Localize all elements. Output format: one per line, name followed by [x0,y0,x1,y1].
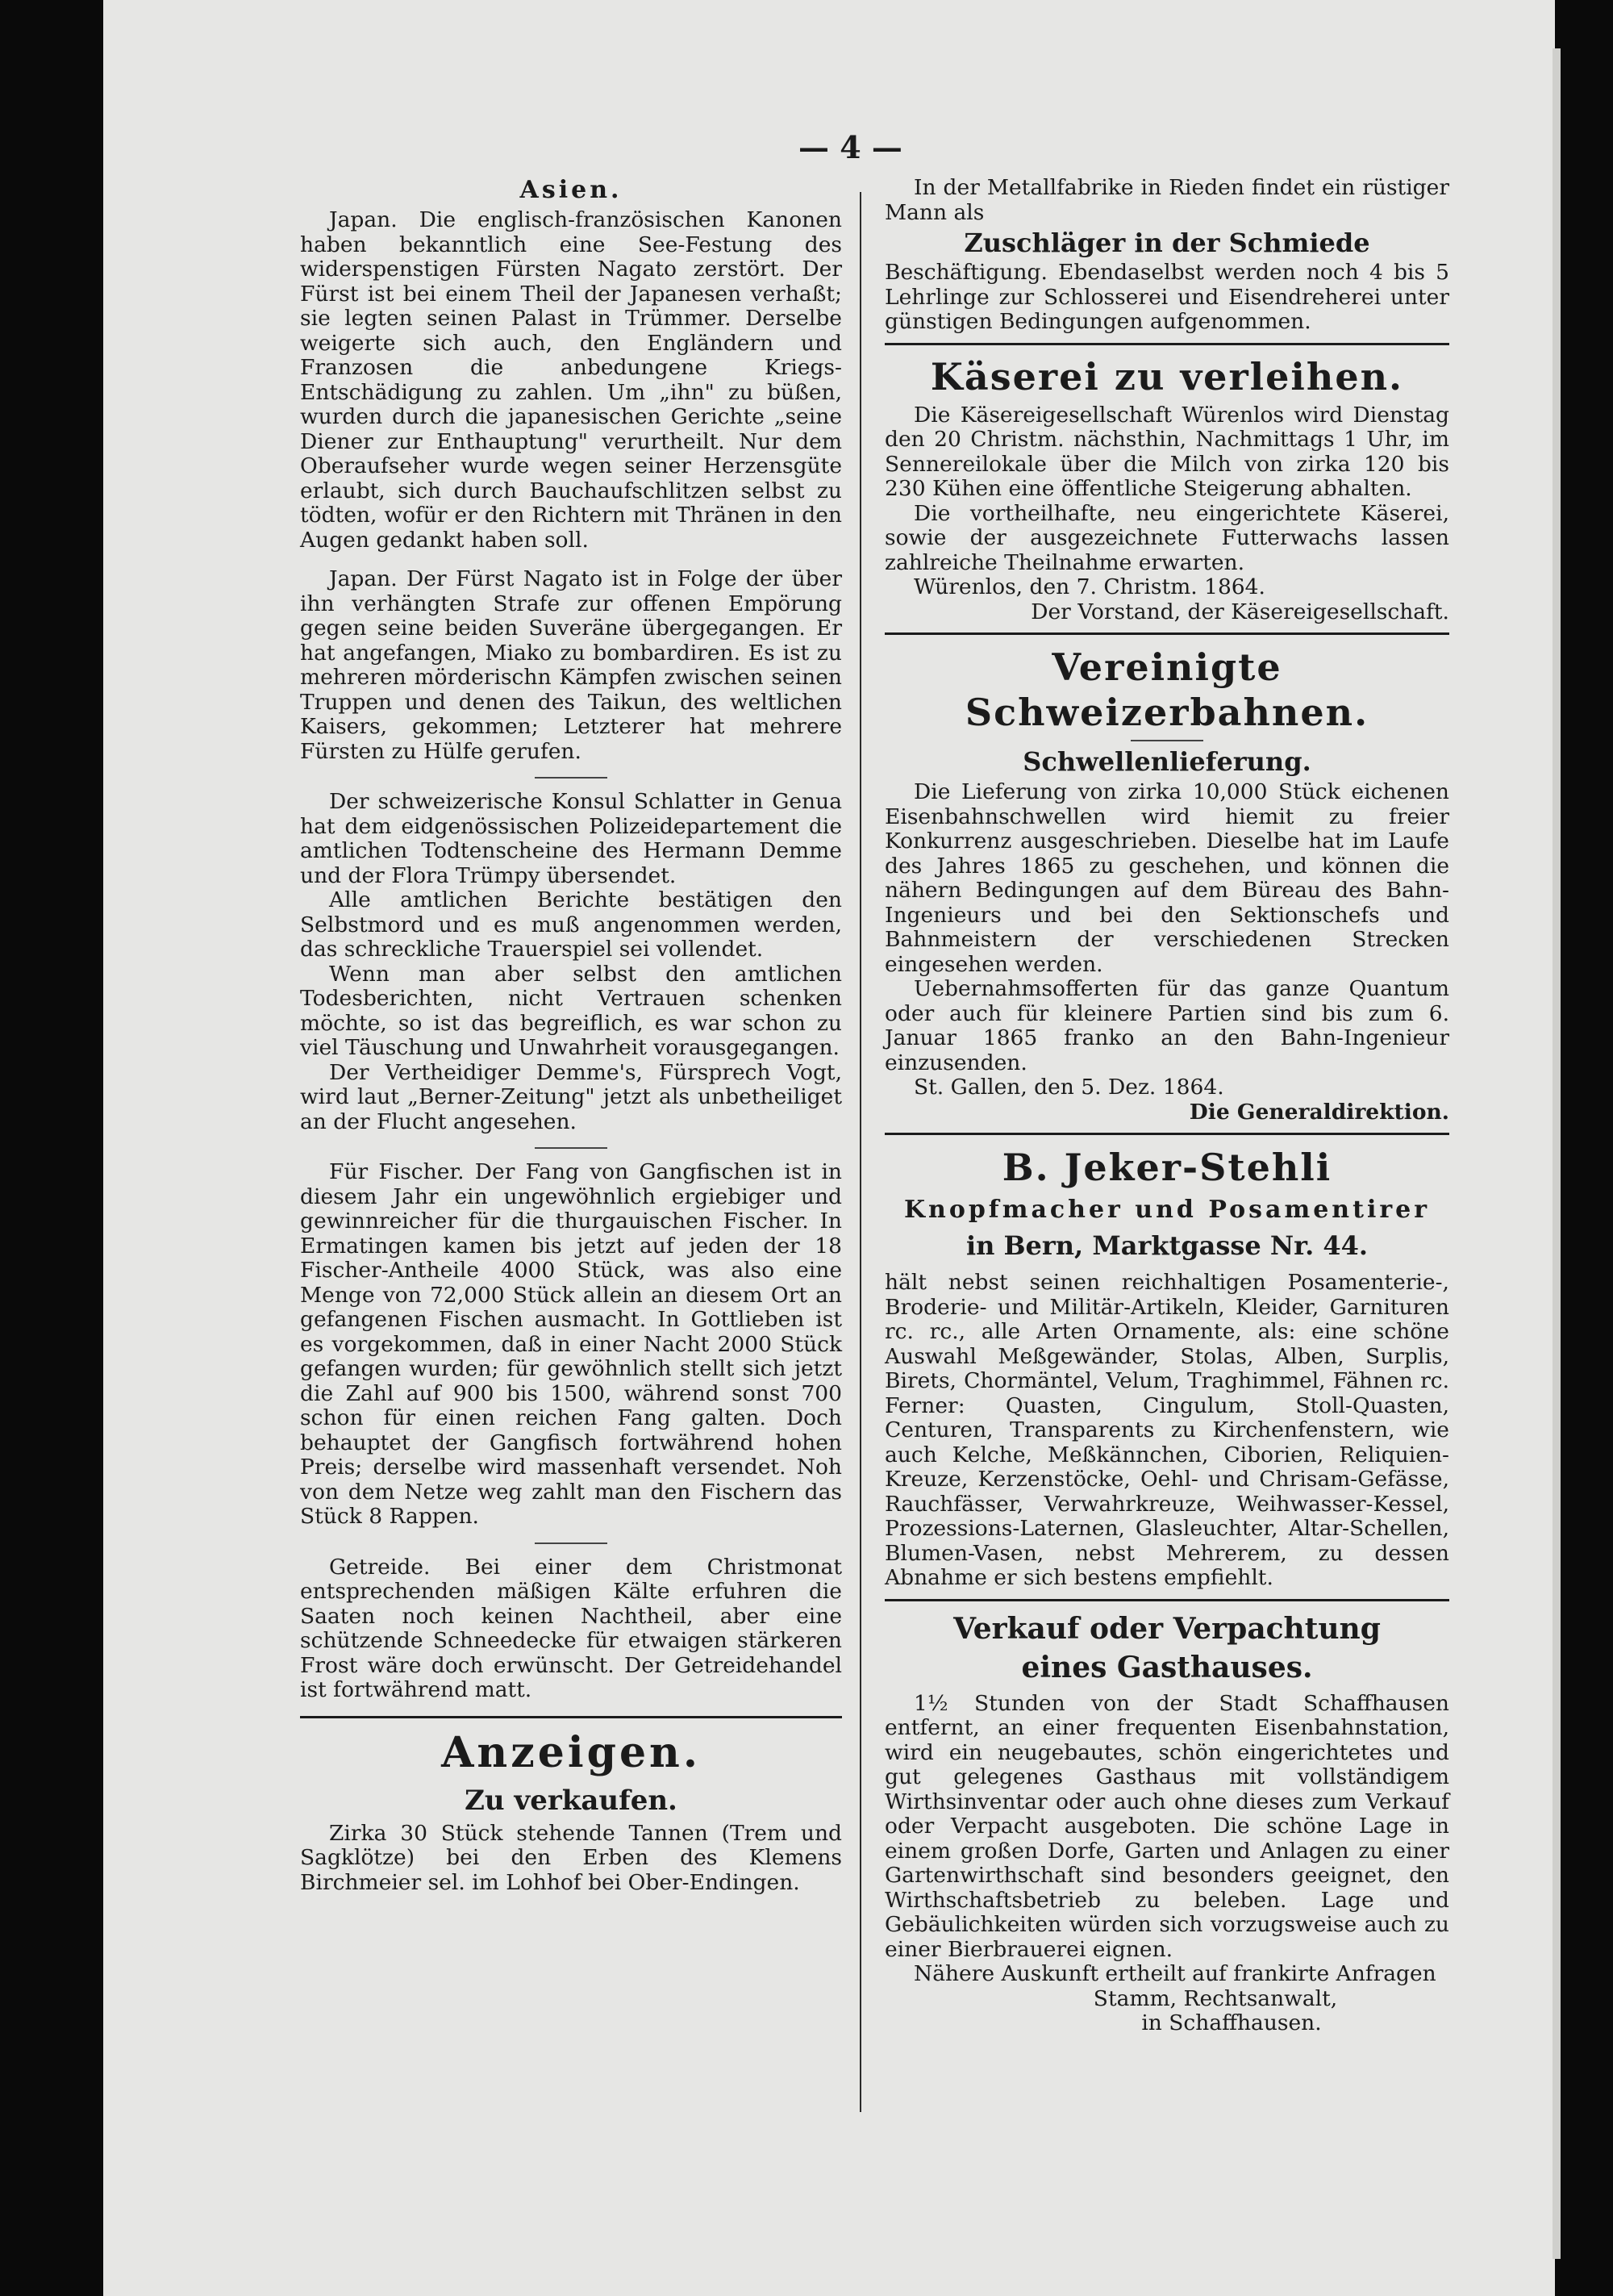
column-divider [860,192,861,2112]
article-demme-1: Der schweizerische Konsul Schlatter in Genua hat dem eidgenössischen Polizeidepartement die amtlichen Todtenscheine des Hermann Demme und der Flora Trümpy übersendet. [300,789,842,888]
ad-kaeserei-title: Käserei zu verleihen. [930,354,1404,399]
separator-rule [885,1599,1449,1601]
ad-jeker-text: hält nebst seinen reichhaltigen Posamenterie-, Broderie- und Militär-Artikeln, Kleider, Garnituren rc. rc., alle Arten Ornamente, als: eine schöne Auswahl Meßgewänder, Stolas, Alben, Surplis, Birets, Chormäntel, Velum, Traghimmel, Fähnen rc. Ferner: Quasten, Cingulum, Stoll-Quasten, Centuren, Transparents zu Kirchenfenstern, wie auch Kelche, Meßkännchen, Ciborien, Reliquien-Kreuze, Kerzenstöcke, Oehl- und Chrisam-Gefässe, Rauchfässer, Verwahrkreuze, Weihwasser-Kessel, Prozessions-Laternen, Glasleuchter, Altar-Schellen, Blumen-Vasen, nebst Mehrerem, zu dessen Abnahme er sich bestens empfiehlt. [885,1270,1449,1590]
ad-kaeserei-date: Würenlos, den 7. Christm. 1864. [914,574,1265,599]
ad-bahn-signature: Die Generaldirektion. [1189,1099,1449,1125]
ad-gasthaus-title-2: eines Gasthauses. [1021,1650,1313,1684]
ad-gasthaus-signature-1: Stamm, Rechtsanwalt, [1093,1985,1338,2011]
ad-gasthaus-title-1: Verkauf oder Verpachtung [953,1611,1381,1646]
separator-rule [885,632,1449,635]
separator-rule [885,343,1449,345]
article-demme-3: Wenn man aber selbst den amtlichen Todesberichten, nicht Vertrauen schenken möchte, so ist das begreiflich, es war schon zu viel Täuschung und Unwahrheit vorausgegangen. [300,961,842,1060]
ad-metall-intro: In der Metallfabrike in Rieden findet ein rüstiger Mann als [885,175,1449,225]
page-edge [1553,48,1561,2259]
separator-rule [300,1716,842,1718]
ad-metall-text: Beschäftigung. Ebendaselbst werden noch 4 bis 5 Lehrlinge zur Schlosserei und Eisendreherei unter günstigen Bedingungen aufgenommen. [885,260,1449,334]
ad-gasthaus-signature-2: in Schaffhausen. [1141,2010,1322,2035]
page-header [0,129,1613,165]
separator [535,1542,607,1544]
ad-kaeserei-signature: Der Vorstand, der Käsereigesellschaft. [1031,599,1449,624]
right-column [885,176,1449,2036]
article-getreide: Getreide. Bei einer dem Christmonat entsprechenden mäßigen Kälte erfuhren die Saaten noch keinen Nachtheil, aber eine schützende Schneedecke für etwaigen stärkeren Frost wäre doch erwünscht. Der Getreidehandel ist fortwährend matt. [300,1554,842,1702]
ad-kaeserei-text-1: Die Käsereigesellschaft Würenlos wird Dienstag den 20 Christm. nächsthin, Nachmittags 1 Uhr, im Sennereilokale über die Milch von zirka 120 bis 230 Kühen eine öffentliche Steigerung abhalten. [885,402,1449,501]
article-demme-2: Alle amtlichen Berichte bestätigen den Selbstmord und es muß angenommen werden, das schreckliche Trauerspiel sei vollendet. [300,887,842,962]
ad-kaeserei-text-2: Die vortheilhafte, neu eingerichtete Käserei, sowie der ausgezeichnete Futterwachs lassen zahlreiche Theilnahme erwarten. [885,500,1449,575]
ad-jeker-subtitle: Knopfmacher und Posamentirer [903,1196,1431,1224]
section-heading-asien: Asien. [519,176,623,204]
ad-jeker-place: in Bern, Marktgasse Nr. 44. [965,1230,1369,1261]
page-number: — 4 — [798,129,902,165]
ad-bahn-text-1: Die Lieferung von zirka 10,000 Stück eichenen Eisenbahnschwellen wird hiemit zu freier Konkurrenz ausgeschrieben. Dieselbe hat im Laufe des Jahres 1865 zu geschehen, und können die nähern Bedingungen auf dem Büreau des Bahn-Ingenieurs und bei den Sektionschefs und Bahnmeistern der verschiedenen Strecken eingesehen werden. [885,779,1449,977]
ad-gasthaus-text-2: Nähere Auskunft ertheilt auf frankirte Anfragen [914,1961,1436,1986]
separator [535,1147,607,1149]
ad-bahn-title: Vereinigte Schweizerbahnen. [965,645,1369,734]
separator-rule [885,1133,1449,1135]
separator [535,777,607,779]
ad-gasthaus-text-1: 1½ Stunden von der Stadt Schaffhausen entfernt, an einer frequenten Eisenbahnstation, wird ein neugebautes, schön eingerichtetes und gut gelegenes Gasthaus mit vollständigem Wirthsinventar oder auch ohne dieses zum Verkauf oder Verpacht ausgeboten. Die schöne Lage in einem großen Dorfe, Garten und Anlagen zu einer Gartenwirthschaft sind besonders geeignet, den Wirthschaftsbetrieb zu beleben. Lage und Gebäulichkeiten würden sich vorzugsweise auch zu einer Bierbrauerei eignen. [885,1690,1449,1962]
ad-bahn-date: St. Gallen, den 5. Dez. 1864. [914,1075,1224,1100]
left-column [300,176,842,1895]
ad-jeker-title: B. Jeker-Stehli [1002,1146,1332,1189]
ad-heading-verkaufen: Zu verkaufen. [465,1784,677,1817]
article-demme-4: Der Vertheidiger Demme's, Fürsprech Vogt, wird laut „Berner-Zeitung" jetzt als unbetheiliget an der Flucht angesehen. [300,1059,842,1134]
article-japan-2: Japan. Der Fürst Nagato ist in Folge der über ihn verhängten Strafe zur offenen Empörung gegen seine beiden Suveräne übergegangen. Er hat angefangen, Miako zu bombardiren. Es ist zu mehreren mörderischn Kämpfen zwischen seinen Truppen und denen des Taikun, des weltlichen Kaisers, gekommen; Letzterer hat mehrere Fürsten zu Hülfe gerufen. [300,566,842,764]
section-heading-anzeigen: Anzeigen. [441,1727,701,1777]
article-fischer: Für Fischer. Der Fang von Gangfischen ist in diesem Jahr ein ungewöhnlich ergiebiger und gewinnreicher für die thurgauischen Fischer. In Ermatingen kamen bis jetzt auf jeden der 18 Fischer-Antheile 4000 Stück, was also eine Menge von 72,000 Stück allein an diesem Ort an gefangenen Fischen ausmacht. In Gottlieben ist es vorgekommen, daß in einer Nacht 2000 Stück gefangen wurden; für gewöhnlich stellt sich jetzt die Zahl auf 900 bis 1500, während sonst 700 schon für einen reichen Fang galten. Doch behauptet der Gangfisch fortwährend hohen Preis; derselbe wird massenhaft versendet. Noh von dem Netze weg zahlt man den Fischern das Stück 8 Rappen. [300,1159,842,1529]
ad-verkaufen-text: Zirka 30 Stück stehende Tannen (Trem und Sagklötze) bei den Erben des Klemens Birchmeier sel. im Lohhof bei Ober-Endingen. [300,1820,842,1895]
ad-bahn-subtitle: Schwellenlieferung. [1023,746,1311,777]
article-japan-1: Japan. Die englisch-französischen Kanonen haben bekanntlich eine See-Festung des widerspenstigen Fürsten Nagato zerstört. Der Fürst ist bei einem Theil der Japanesen verhaßt; sie legten seinen Palast in Trümmer. Derselbe weigerte sich auch, den Engländern und Franzosen die anbedungene Kriegs-Entschädigung zu zahlen. Um „ihn" zu büßen, wurden durch die japanesischen Gerichte „seine Diener zur Enthauptung" verurtheilt. Nur dem Oberaufseher wurde wegen seiner Herzensgüte erlaubt, sich durch Bauchaufschlitzen selbst zu tödten, wofür er den Richtern mit Thränen in den Augen gedankt haben soll. [300,207,842,553]
ad-bahn-text-2: Uebernahmsofferten für das ganze Quantum oder auch für kleinere Partien sind bis zum 6. Januar 1865 franko an den Bahn-Ingenieur einzusenden. [885,976,1449,1075]
ad-metall-title: Zuschläger in der Schmiede [964,228,1370,258]
separator [1131,740,1203,741]
